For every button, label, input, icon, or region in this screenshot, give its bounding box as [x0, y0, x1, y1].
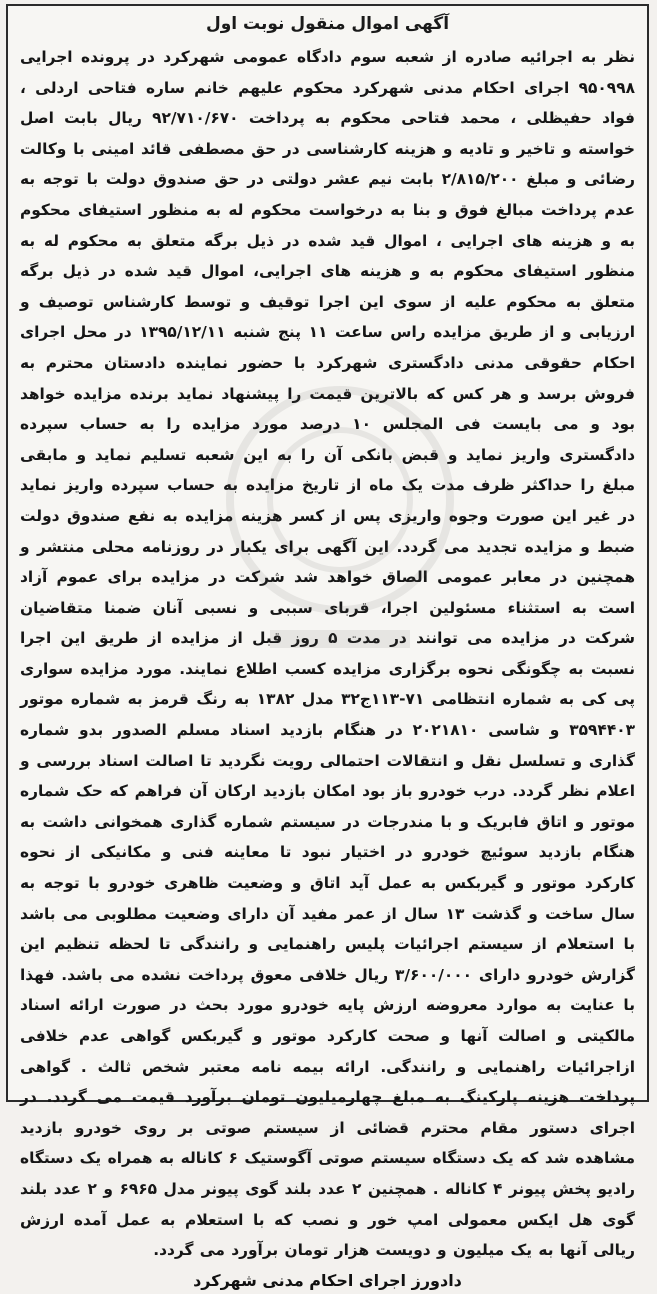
notice-frame [6, 4, 649, 1290]
notice-body: نظر به اجرائیه صادره از شعبه سوم دادگاه عمومی شهرکرد در پرونده اجرایی ۹۵۰۹۹۸ اجرای احکام مدنی شهرکرد محکوم علیهم خانم ساره فتاحی اردلی ، فواد حفیظلی ، محمد فتاحی محکوم به پرداخت ۹۲/۷۱۰/۶۷۰ ریال بابت اصل خواسته و تاخیر و تادیه و هزینه کارشناسی در حق مصطفی قائد امینی با وکالت رضائی و مبلغ ۲/۸۱۵/۲۰۰ بابت نیم عشر دولتی در حق صندوق دولت با توجه به عدم پرداخت مبالغ فوق و بنا به درخواست محکوم له به منظور استیفای محکوم به و هزینه های اجرایی ، اموال قید شده در ذیل برگه متعلق به محکوم له به منظور استیفای محکوم به و هزینه های اجرایی، اموال قید شده در ذیل برگه متعلق به محکوم علیه از سوی این اجرا توقیف و توسط کارشناس توصیف و ارزیابی و از طریق مزایده راس ساعت ۱۱ پنج شنبه ۱۳۹۵/۱۲/۱۱ در محل اجرای احکام حقوقی مدنی دادگستری شهرکرد با حضور نماینده دادستان محترم به فروش برسد و هر کس که بالاترین قیمت را پیشنهاد نماید برنده مزایده خواهد بود و می بایست فی المجلس ۱۰ درصد مورد مزایده را به حساب سپرده دادگستری واریز نماید و قبض بانکی آن را به این شعبه تسلیم نماید و مابقی مبلغ را حداکثر ظرف مدت یک ماه از تاریخ مزایده به حساب سپرده واریز نماید در غیر این صورت وجوه واریزی پس از کسر هزینه مزایده به نفع صندوق دولت ضبط و مزایده تجدید می گردد. این آگهی برای یکبار در روزنامه محلی منتشر و همچنین در معابر عمومی الصاق خواهد شد شرکت در مزایده برای عموم آزاد است به استثناء مسئولین اجرا، قربای سببی و نسبی آنان ضمنا متقاضیان شرکت در مزایده می توانند در مدت ۵ روز قبل از مزایده از طریق این اجرا نسبت به چگونگی نحوه برگزاری مزایده کسب اطلاع نمایند. مورد مزایده سواری پی کی به شماره انتظامی ۷۱-۱۱۳ج۳۲ مدل ۱۳۸۲ به رنگ قرمز به شماره موتور ۳۵۹۴۴۰۳ و شاسی ۲۰۲۱۸۱۰ در هنگام بازدید اسناد مسلم الصدور بدو شماره گذاری و تسلسل نقل و انتقالات احتمالی رویت نگردید تا اصالت اسناد بررسی و اعلام نظر گردد. درب خودرو باز بود امکان بازدید ارکان آن فراهم که حک شماره موتور و اتاق فابریک و با مندرجات در سیستم شماره گذاری همخوانی داشت به هنگام بازدید سوئیچ خودرو در اختیار نبود تا معاینه فنی و مکانیکی از نحوه کارکرد موتور و گیربکس به عمل آید اتاق و وضعیت ظاهری خودرو با توجه به سال ساخت و گذشت ۱۳ سال از عمر مفید آن دارای وضعیت مطلوبی می باشد با استعلام از سیستم اجرائیات پلیس راهنمایی و رانندگی تا لحظه تنظیم این گزارش خودرو دارای ۳/۶۰۰/۰۰۰ ریال خلافی معوق پرداخت نشده می باشد. فهذا با عنایت به موارد معروضه ارزش پایه خودرو مورد بحث در صورت ارائه اسناد مالکیتی و اصالت آنها و صحت کارکرد موتور و گیربکس گواهی عدم خلافی ازاجرائیات راهنمایی و رانندگی. ارائه بیمه نامه معتبر شخص ثالث . گواهی پرداخت هزینه پارکینگ به مبلغ چهارمیلیون تومان برآورد قیمت می گردد. در اجرای دستور مقام محترم قضائی از سیستم صوتی بر روی خودرو بازدید مشاهده شد که یک دستگاه سیستم صوتی آگوستیک ۶ کاناله به همراه یک دستگاه رادیو پخش پیونر ۴ کاناله . همچنین ۲ عدد بلند گوی پیونر مدل ۶۹۶۵ و ۲ عدد بلند گوی هل ایکس معمولی امپ خور و نصب که با استعلام به عمل آمده ارزش ریالی آنها به یک میلیون و دویست هزار تومان برآورد می گردد. [20, 48, 636, 1260]
notice-title: آگهی اموال منقول نوبت اول [205, 14, 450, 34]
notice-signature: دادورز اجرای احکام مدنی شهرکرد [193, 1270, 462, 1290]
